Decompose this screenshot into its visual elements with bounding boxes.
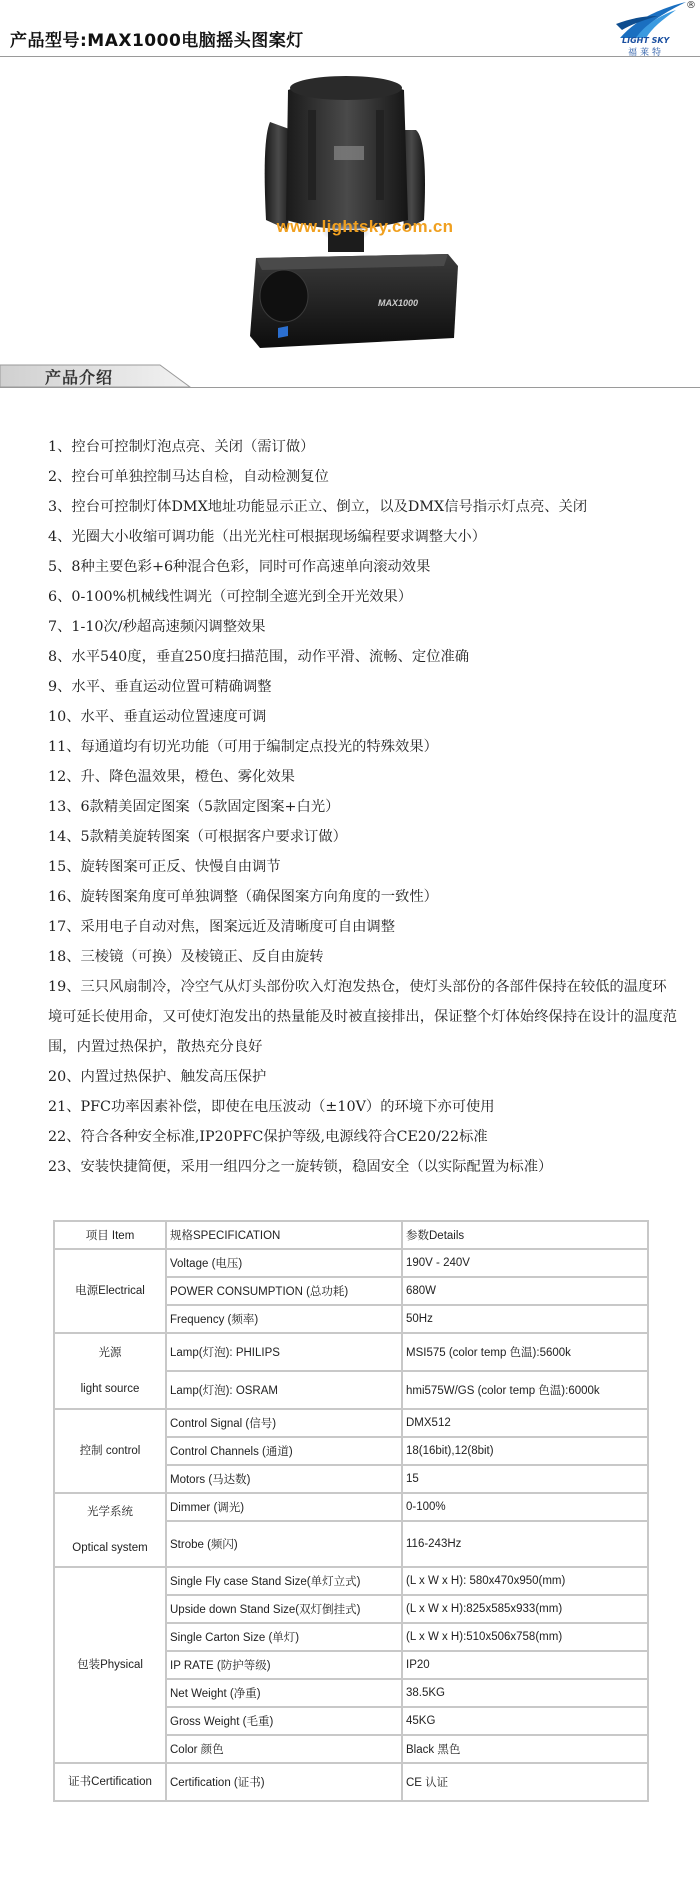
category-control: 控制 control <box>54 1409 166 1493</box>
feature-item: 9、水平、垂直运动位置可精确调整 <box>48 679 272 695</box>
category-light-source <box>54 1333 166 1409</box>
feature-item: 22、符合各种安全标准,IP20PFC保护等级,电源线符合CE20/22标准 <box>48 1129 488 1145</box>
feature-item: 14、5款精美旋转图案（可根据客户要求订做） <box>48 829 347 845</box>
column-header: 参数Details <box>402 1221 648 1249</box>
spec-cell: POWER CONSUMPTION (总功耗) <box>166 1277 402 1305</box>
feature-item: 19、三只风扇制冷，冷空气从灯头部份吹入灯泡发热仓，使灯头部份的各部件保持在较低的温度环境可延长使用命，又可使灯泡发出的热量能及时被直接排出，保证整个灯体始终保持在设计的温度范围，内置过热保护，散热充分良好 <box>48 979 678 1055</box>
spec-table <box>53 1220 649 1802</box>
detail-cell: 50Hz <box>402 1305 648 1333</box>
page-header <box>0 0 700 60</box>
feature-item: 17、采用电子自动对焦，图案远近及清晰度可自由调整 <box>48 919 396 935</box>
spec-cell: IP RATE (防护等级) <box>166 1651 402 1679</box>
category-certification: 证书Certification <box>54 1763 166 1801</box>
feature-item: 8、水平540度，垂直250度扫描范围，动作平滑、流畅、定位准确 <box>48 649 470 665</box>
spec-cell: Gross Weight (毛重) <box>166 1707 402 1735</box>
table-row <box>54 1567 648 1595</box>
detail-cell: IP20 <box>402 1651 648 1679</box>
feature-item: 21、PFC功率因素补偿，即使在电压波动（±10V）的环境下亦可使用 <box>48 1099 495 1115</box>
spec-cell: Single Carton Size (单灯) <box>166 1623 402 1651</box>
table-row <box>54 1493 648 1521</box>
spec-cell: Color 颜色 <box>166 1735 402 1763</box>
feature-item: 1、控台可控制灯泡点亮、关闭（需订做） <box>48 439 315 455</box>
category-label-en: light source <box>80 1383 140 1395</box>
detail-cell: 680W <box>402 1277 648 1305</box>
detail-cell: MSI575 (color temp 色温):5600k <box>402 1333 648 1371</box>
detail-cell: hmi575W/GS (color temp 色温):6000k <box>402 1371 648 1409</box>
detail-cell: Black 黑色 <box>402 1735 648 1763</box>
detail-cell: 45KG <box>402 1707 648 1735</box>
header-divider <box>0 56 700 57</box>
feature-item: 6、0-100%机械线性调光（可控制全遮光到全开光效果） <box>48 589 413 605</box>
detail-cell: CE 认证 <box>402 1763 648 1801</box>
category-physical: 包装Physical <box>54 1567 166 1763</box>
table-row <box>54 1409 648 1437</box>
detail-cell: (L x W x H):825x585x933(mm) <box>402 1595 648 1623</box>
table-header-row <box>54 1221 648 1249</box>
feature-item: 5、8种主要色彩+6种混合色彩，同时可作高速单向滚动效果 <box>48 559 431 575</box>
feature-item: 20、内置过热保护、触发高压保护 <box>48 1069 267 1085</box>
spec-cell: Lamp(灯泡): PHILIPS <box>166 1333 402 1371</box>
detail-cell: 190V - 240V <box>402 1249 648 1277</box>
detail-cell: (L x W x H): 580x470x950(mm) <box>402 1567 648 1595</box>
spec-cell: Frequency (频率) <box>166 1305 402 1333</box>
feature-item: 15、旋转图案可正反、快慢自由调节 <box>48 859 281 875</box>
brand-logo <box>614 0 700 56</box>
category-label-en: Optical system <box>72 1542 148 1554</box>
logo-chinese: 福莱特 <box>628 48 665 58</box>
feature-item: 23、安装快捷简便，采用一组四分之一旋转锁，稳固安全（以实际配置为标准） <box>48 1159 553 1175</box>
table-row <box>54 1333 648 1371</box>
category-electrical: 电源Electrical <box>54 1249 166 1333</box>
feature-list <box>48 432 678 1182</box>
registered-mark: ® <box>686 0 696 11</box>
svg-text:MAX1000: MAX1000 <box>378 298 419 308</box>
spec-cell: Strobe (频闪) <box>166 1521 402 1567</box>
detail-cell: 116-243Hz <box>402 1521 648 1567</box>
website-watermark: www.lightsky.com.cn <box>276 217 454 236</box>
spec-cell: Control Signal (信号) <box>166 1409 402 1437</box>
feature-item: 12、升、降色温效果，橙色、雾化效果 <box>48 769 295 785</box>
spec-cell: Certification (证书) <box>166 1763 402 1801</box>
spec-cell: Net Weight (净重) <box>166 1679 402 1707</box>
spec-cell: Dimmer (调光) <box>166 1493 402 1521</box>
table-row <box>54 1763 648 1801</box>
product-title: 产品型号:MAX1000电脑摇头图案灯 <box>10 31 304 51</box>
detail-cell: 38.5KG <box>402 1679 648 1707</box>
spec-cell: Single Fly case Stand Size(单灯立式) <box>166 1567 402 1595</box>
detail-cell: (L x W x H):510x506x758(mm) <box>402 1623 648 1651</box>
category-label-cn: 光学系统 <box>87 1506 133 1518</box>
section-title: 产品介绍 <box>45 368 114 387</box>
feature-item: 18、三棱镜（可换）及棱镜正、反自由旋转 <box>48 949 324 965</box>
feature-item: 10、水平、垂直运动位置速度可调 <box>48 709 267 725</box>
spec-cell: Upside down Stand Size(双灯倒挂式) <box>166 1595 402 1623</box>
feature-item: 2、控台可单独控制马达自检，自动检测复位 <box>48 469 329 485</box>
feature-item: 4、光圈大小收缩可调功能（出光光柱可根据现场编程要求调整大小） <box>48 529 486 545</box>
spec-cell: Voltage (电压) <box>166 1249 402 1277</box>
feature-item: 11、每通道均有切光功能（可用于编制定点投光的特殊效果） <box>48 739 438 755</box>
column-header: 项目 Item <box>54 1221 166 1249</box>
logo-english: LIGHT SKY <box>622 36 670 45</box>
column-header: 规格SPECIFICATION <box>166 1221 402 1249</box>
feature-item: 16、旋转图案角度可单独调整（确保图案方向角度的一致性） <box>48 889 438 905</box>
detail-cell: 15 <box>402 1465 648 1493</box>
detail-cell: DMX512 <box>402 1409 648 1437</box>
category-label-cn: 光源 <box>98 1347 122 1359</box>
section-divider <box>0 387 700 388</box>
table-row <box>54 1249 648 1277</box>
feature-item: 13、6款精美固定图案（5款固定图案+白光） <box>48 799 340 815</box>
feature-item: 7、1-10次/秒超高速频闪调整效果 <box>48 619 266 635</box>
detail-cell: 18(16bit),12(8bit) <box>402 1437 648 1465</box>
detail-cell: 0-100% <box>402 1493 648 1521</box>
spec-cell: Lamp(灯泡): OSRAM <box>166 1371 402 1409</box>
spec-cell: Motors (马达数) <box>166 1465 402 1493</box>
category-optical <box>54 1493 166 1567</box>
spec-cell: Control Channels (通道) <box>166 1437 402 1465</box>
feature-item: 3、控台可控制灯体DMX地址功能显示正立、倒立，以及DMX信号指示灯点亮、关闭 <box>48 499 588 515</box>
